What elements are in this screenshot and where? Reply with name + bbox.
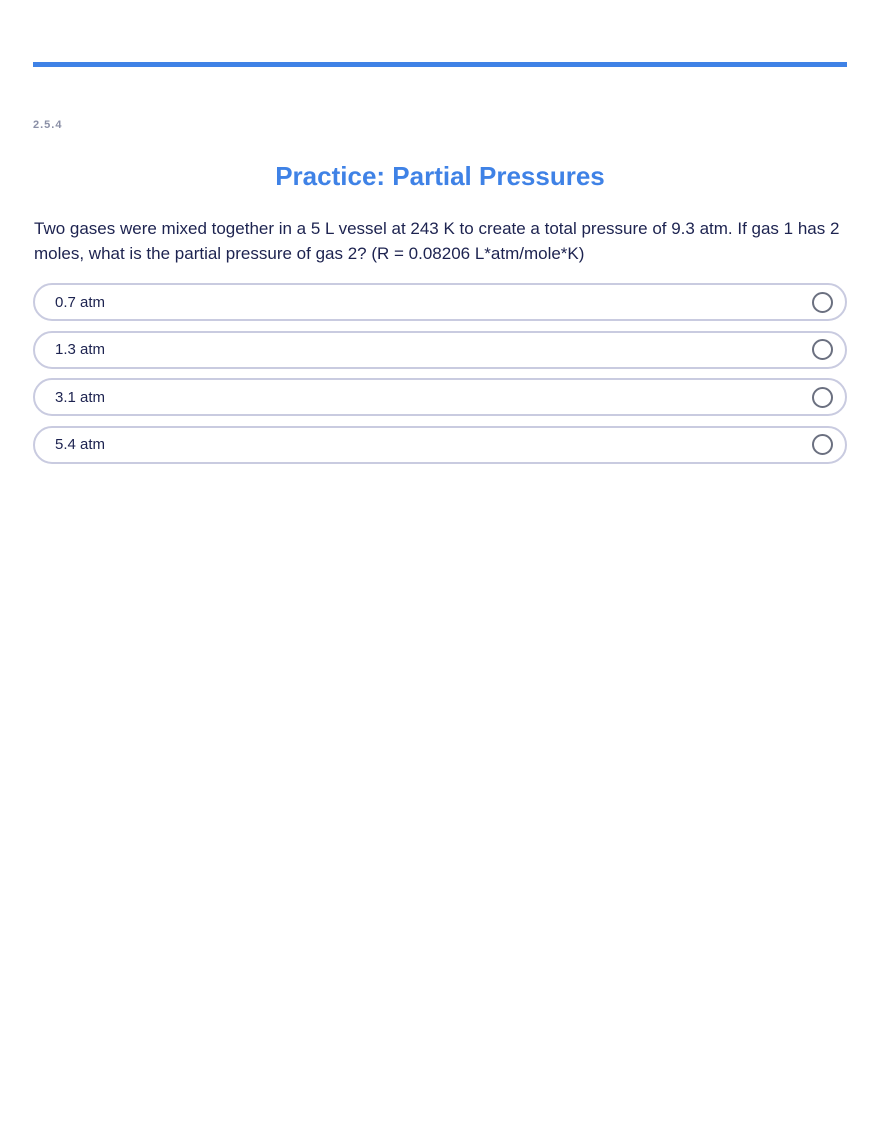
- answer-option-1[interactable]: [33, 283, 847, 321]
- answer-option-label: 0.7 atm: [55, 293, 106, 311]
- answer-option-label: 5.4 atm: [55, 436, 106, 453]
- radio-unselected-icon[interactable]: [812, 434, 833, 455]
- answer-option-label: 1.3 atm: [55, 341, 106, 358]
- header-divider: [33, 62, 847, 67]
- answer-options: [33, 283, 847, 473]
- answer-option-3[interactable]: [33, 378, 847, 416]
- radio-unselected-icon[interactable]: [812, 387, 833, 408]
- radio-unselected-icon[interactable]: [812, 339, 833, 360]
- question-text: Two gases were mixed together in a 5 L vessel at 243 K to create a total pressure of 9.3 atm. If gas 1 has 2 moles, what is the partial pressure of gas 2? (R = 0.08206 L*atm/mole*K): [34, 219, 840, 263]
- answer-option-label: 3.1 atm: [55, 388, 106, 406]
- answer-option-4[interactable]: [33, 426, 847, 464]
- answer-option-2[interactable]: [33, 331, 847, 369]
- section-number: 2.5.4: [33, 119, 63, 131]
- page-title: Practice: Partial Pressures: [275, 161, 605, 191]
- radio-unselected-icon[interactable]: [812, 292, 833, 313]
